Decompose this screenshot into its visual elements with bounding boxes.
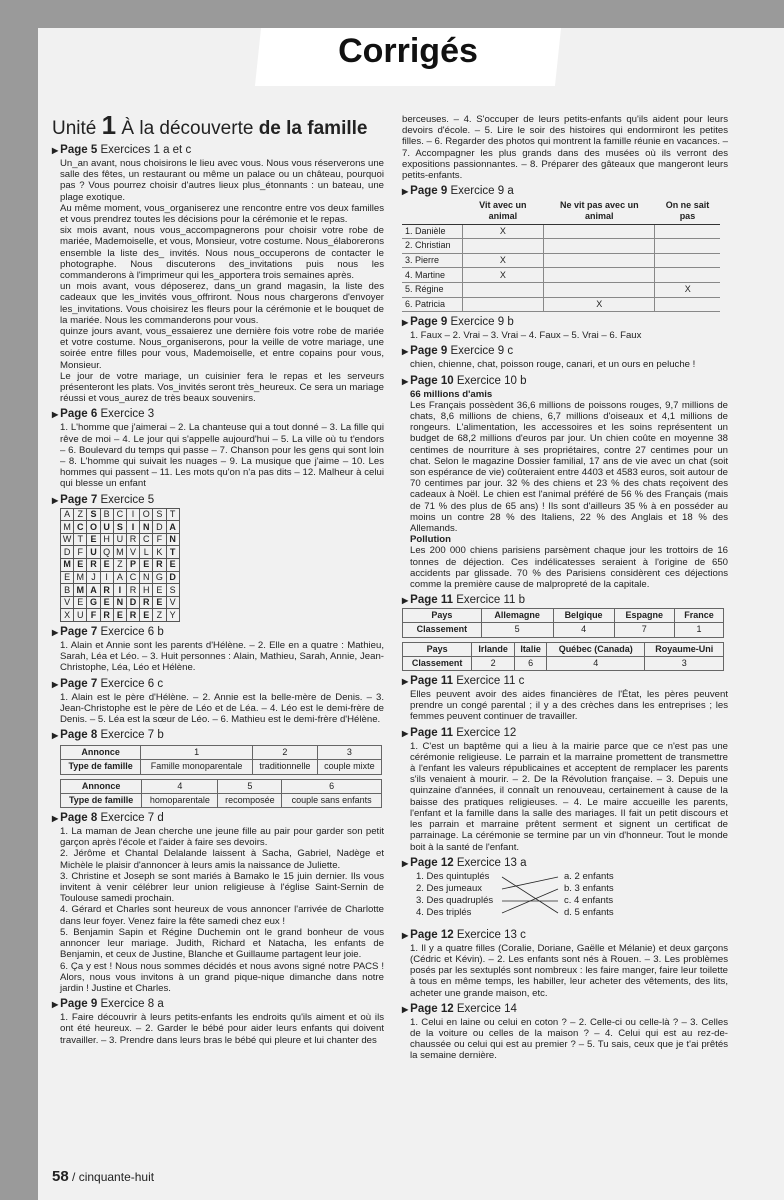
- ranking-table: Pays Allemagne Belgique Espagne France Classement 5 4 7 1: [402, 608, 724, 637]
- grid-cell: O: [140, 508, 153, 521]
- grid-cell: V: [166, 596, 179, 609]
- grid-cell: D: [61, 546, 74, 559]
- animal-table: Vit avec un animal Ne vit pas avec un animal On ne sait pas 1. Danièle X 2. Christian 3. Pierre X 4. Martine X 5. Régine X 6. Patricia X: [402, 199, 720, 312]
- section-heading: ▶ Page 7 Exercice 6 b: [52, 625, 384, 640]
- exercise-text: 1. Celui en laine ou celui en coton ? – 2. Celle-ci ou celle-là ? – 3. Celles de la voiture ou celles de la maison ? – 4. Celui qui est au rez-de-chaussée ou celui qui est au premier ? – 5. Tu sais, ceux que je t'ai prêtés la semaine dernière.: [410, 1016, 728, 1062]
- grid-cell: I: [126, 521, 139, 534]
- grid-cell: O: [87, 521, 100, 534]
- grid-cell: E: [74, 596, 87, 609]
- grid-cell: G: [87, 596, 100, 609]
- right-column: [402, 114, 728, 1062]
- table-row: 4. Martine X: [402, 268, 720, 283]
- grid-cell: N: [166, 533, 179, 546]
- grid-cell: T: [166, 508, 179, 521]
- grid-cell: V: [126, 546, 139, 559]
- exercise-text: Un_an avant, nous choisirons le lieu avec vous. Nous vous réserverons une salle des fêtes, un restaurant ou même un palace ou un château, pourquoi pas ? Vous pourrez choisir d'autres lieux plus_étonnants : un bateau, une plage exotique. Au même moment, vous_organiserez une rencontre entre vos deux familles et vous prendrez toutes les décisions pour la cérémonie et le repas. six mois avant, nous vous_accompagnerons pour choisir votre robe de mariée, Mademoiselle, et vous, Monsieur, votre costume. Nous_élaborerons ensemble la liste des_ invités. Nous nous_occuperons de contacter le photographe. Nous discuterons des_invitations puis nous les commanderons à l'imprimeur qui les_apportera trois semaines après. un mois avant, vous déposerez, dans_un grand magasin, la liste des cadeaux que les_invités vous_offriront. Nous nous chargerons d'envoyer les_invitations. Vous choisirez les fleurs pour la cérémonie et le bouquet de la mariée. Nous les commanderons pour vous. quinze jours avant, vous_essaierez une dernière fois votre robe de mariée et votre costume. Nous_organiserons, pour la veille de votre mariage, une soirée entre filles pour vous, Mademoiselle, et entre copains pour vous, Monsieur. Le jour de votre mariage, un cuisinier fera le repas et les serveurs présenteront les plats. Vos_invités seront très_heureux. Ce sera un mariage réussi et vous_aurez de très beaux souvenirs.: [60, 158, 384, 405]
- grid-cell: C: [74, 521, 87, 534]
- grid-cell: A: [166, 521, 179, 534]
- grid-cell: Q: [100, 546, 113, 559]
- grid-cell: T: [166, 546, 179, 559]
- grid-cell: A: [61, 508, 74, 521]
- section-heading: ▶ Page 7 Exercice 5: [52, 493, 384, 508]
- grid-cell: C: [140, 533, 153, 546]
- family-type-table-2: Annonce 4 5 6 Type de famille homoparentale recomposée couple sans enfants: [60, 779, 382, 808]
- grid-cell: E: [74, 559, 87, 572]
- grid-cell: T: [74, 533, 87, 546]
- grid-cell: M: [74, 571, 87, 584]
- section-heading: ▶ Page 9 Exercice 9 c: [402, 344, 728, 359]
- matching-exercise: 1. Des quintuplés 2. Des jumeaux 3. Des quadruplés 4. Des triplés a. 2 enfants b. 3 enfants c. 4 enfants d. 5 enfants: [416, 871, 728, 925]
- grid-cell: D: [166, 571, 179, 584]
- page-footer: 58 / cinquante-huit: [52, 1168, 155, 1185]
- grid-cell: S: [113, 521, 126, 534]
- exercise-text: 1. Il y a quatre filles (Coralie, Doriane, Gaëlle et Mélanie) et deux garçons (Cédric et Kévin). – 2. Les enfants sont nés à Rouen. – 3. Les problèmes posés par les sextuplés sont nombreux : les faire manger, faire leur toilette à tous en même temps, les habiller, leur acheter des vêtements, des lits, acheter une grande maison, etc.: [410, 942, 728, 999]
- section-heading: ▶ Page 9 Exercice 9 a: [402, 184, 728, 199]
- grid-cell: U: [113, 533, 126, 546]
- section-heading: ▶ Page 11 Exercice 12: [402, 726, 728, 741]
- section-heading: ▶ Page 12 Exercice 13 c: [402, 928, 728, 943]
- page-title: Corrigés: [338, 32, 478, 70]
- grid-cell: V: [61, 596, 74, 609]
- grid-cell: U: [87, 546, 100, 559]
- grid-cell: E: [140, 559, 153, 572]
- grid-cell: S: [166, 584, 179, 597]
- grid-cell: Z: [153, 609, 166, 622]
- table-row: 5. Régine X: [402, 283, 720, 298]
- grid-cell: Y: [166, 609, 179, 622]
- family-type-table: Annonce 1 2 3 Type de famille Famille monoparentale traditionnelle couple mixte: [60, 745, 382, 774]
- grid-cell: R: [100, 584, 113, 597]
- table-row: 1. Danièle X: [402, 224, 720, 239]
- exercise-text: 1. Alain et Annie sont les parents d'Hélène. – 2. Elle en a quatre : Mathieu, Sarah, Léa et Léo. – 3. Huit personnes : Alain, Mathieu, Sarah, Annie, Jean-Christophe, Léa, Léo et Hélène.: [60, 640, 384, 674]
- grid-cell: E: [61, 571, 74, 584]
- exercise-text: chien, chienne, chat, poisson rouge, canari, et un ours en peluche !: [410, 359, 696, 371]
- grid-cell: R: [140, 596, 153, 609]
- grid-cell: R: [126, 533, 139, 546]
- grid-cell: R: [153, 559, 166, 572]
- exercise-text: berceuses. – 4. S'occuper de leurs petits-enfants qu'ils aident pour leurs devoirs d'école. – 5. Lire le soir des histoires qui endormiront les petites filles. – 6. Regarder des photos qui montrent la famille réunie en vacances. – 7. Accompagner les plus grands dans des musées où ils verront des expositions passionnantes. – 8. Préparer des gâteaux que mangeront leurs petits-enfants.: [402, 114, 728, 182]
- grid-cell: S: [87, 508, 100, 521]
- grid-cell: J: [87, 571, 100, 584]
- section-heading: ▶ Page 7 Exercice 6 c: [52, 677, 384, 692]
- grid-cell: M: [61, 559, 74, 572]
- exercise-text: 1. Faire découvrir à leurs petits-enfants les endroits qu'ils aiment et où ils ont été heureux. – 2. Garder le bébé pour aider leurs enfants qui doivent travailler. – 3. Prendre dans leurs bras le bébé qui pleure et lui chanter des: [60, 1012, 384, 1046]
- table-row: 3. Pierre X: [402, 253, 720, 268]
- section-heading: ▶ Page 12 Exercice 14: [402, 1002, 728, 1017]
- grid-cell: L: [140, 546, 153, 559]
- grid-cell: B: [61, 584, 74, 597]
- section-heading: ▶ Page 10 Exercice 10 b: [402, 374, 728, 389]
- unit-heading: Unité 1 À la découverte de la famille: [52, 110, 368, 140]
- grid-cell: R: [126, 609, 139, 622]
- ranking-table-2: Pays Irlande Italie Québec (Canada) Royaume-Uni Classement 2 6 4 3: [402, 642, 724, 671]
- section-heading: ▶ Page 8 Exercice 7 b: [52, 728, 384, 743]
- grid-cell: E: [140, 609, 153, 622]
- grid-cell: E: [87, 533, 100, 546]
- grid-cell: E: [153, 584, 166, 597]
- grid-cell: E: [100, 559, 113, 572]
- section-heading: ▶ Page 11 Exercice 11 c: [402, 674, 728, 689]
- grid-cell: H: [140, 584, 153, 597]
- table-row: 6. Patricia X: [402, 297, 720, 312]
- grid-cell: U: [74, 609, 87, 622]
- grid-cell: C: [113, 508, 126, 521]
- grid-cell: E: [166, 559, 179, 572]
- grid-cell: N: [140, 571, 153, 584]
- section-heading: ▶ Page 9 Exercice 9 b: [402, 315, 728, 330]
- matching-lines: [500, 871, 562, 921]
- grid-cell: E: [100, 596, 113, 609]
- grid-cell: I: [126, 508, 139, 521]
- section-heading: ▶ Page 11 Exercice 11 b: [402, 593, 728, 608]
- grid-cell: R: [87, 559, 100, 572]
- grid-cell: E: [113, 609, 126, 622]
- grid-cell: F: [153, 533, 166, 546]
- grid-cell: C: [126, 571, 139, 584]
- grid-cell: E: [153, 596, 166, 609]
- grid-cell: R: [100, 609, 113, 622]
- grid-cell: Z: [113, 559, 126, 572]
- exercise-text: 1. La maman de Jean cherche une jeune fille au pair pour garder son petit garçon après l'école et l'aider à faire ses devoirs. 2. Jérôme et Chantal Delalande laissent à Sacha, Gabriel, Nadège et Michèle le plaisir d'annoncer à leurs amis la naissance de Juliette. 3. Christine et Joseph se sont mariés à Bamako le 15 juin dernier. Ils vous invitent à venir célébrer leur union religieuse à l'église Saint-Sernin de Toulouse samedi prochain. 4. Gérard et Charles sont heureux de vous annoncer l'arrivée de Charlotte dans leur foyer. Venez faire la fête samedi chez eux ! 5. Benjamin Sapin et Régine Duchemin ont le grand bonheur de vous annoncer leur mariage. Judith, Richard et Natacha, les enfants de Benjamin, et ceux de Justine, Blanche et Guillaume partagent leur joie. 6. Ça y est ! Nous nous sommes décidés et nous avons signé notre PACS ! Alors, nous vous invitons à un grand pique-nique dimanche dans notre jardin ! Justine et Charles.: [60, 826, 384, 994]
- grid-cell: R: [126, 584, 139, 597]
- grid-cell: F: [74, 546, 87, 559]
- grid-cell: Z: [74, 508, 87, 521]
- section-heading: ▶ Page 5 Exercices 1 a et c: [52, 143, 384, 158]
- grid-cell: M: [61, 521, 74, 534]
- table-row: 2. Christian: [402, 239, 720, 254]
- word-search-grid: [60, 508, 180, 622]
- grid-cell: M: [74, 584, 87, 597]
- grid-cell: I: [100, 571, 113, 584]
- section-heading: ▶ Page 9 Exercice 8 a: [52, 997, 384, 1012]
- exercise-text: 1. Alain est le père d'Hélène. – 2. Annie est la belle-mère de Denis. – 3. Jean-Christophe est le père de Léo et de Léa. – 4. Léo est le demi-frère de Denis. – 5. Léa est la sœur de Léo. – 6. Mathieu est le demi-frère d'Hélène.: [60, 691, 384, 726]
- section-heading: ▶ Page 8 Exercice 7 d: [52, 811, 384, 826]
- grid-cell: G: [153, 571, 166, 584]
- grid-cell: B: [100, 508, 113, 521]
- exercise-text: 66 millions d'amis Les Français possèdent 36,6 millions de poissons rouges, 9,7 millions de chats, 8,6 millions de chiens, 6,7 millions d'oiseaux et 4,1 millions de rongeurs. L'alimentation, les accessoires et les soins représentent un budget de 68,2 millions d'euros par jour. Un chien coûte en moyenne 38 centimes de nourriture à ses propriétaires, contre 27 centimes pour un chat. Selon le magazine Dossier familial, 17 ans de vie avec un chat (soit son espérance de vie) coûteraient entre 4403 et 4583 euros, soit autour de 70 centimes par jour. 32 % des chiens et 23 % des chats reçoivent des cadeaux à Noël. Le chien est l'animal préféré de 56 % des Français (mais de 71 % des plus de 65 ans) ! Ils sont d'ailleurs 35 % à en posséder au moins un contre 28 % des Italiens, 22 % des Anglais et 18 % des Allemands. Pollution Les 200 000 chiens parisiens parsèment chaque jour les trottoirs de 16 tonnes de déjection. Ces indélicatesses seraient à l'origine de 650 accidents par glissade. 70 % des Parisiens considèrent ces déjections comme la première cause de malpropreté de la capitale.: [410, 388, 728, 591]
- page: [38, 28, 784, 1200]
- grid-cell: N: [113, 596, 126, 609]
- grid-cell: W: [61, 533, 74, 546]
- grid-cell: D: [126, 596, 139, 609]
- grid-cell: H: [100, 533, 113, 546]
- exercise-text: 1. L'homme que j'aimerai – 2. La chanteuse qui a tout donné – 3. La fille qui rêve de moi – 4. Le jour qui s'appelle aujourd'hui – 5. La ville où tu t'endors – 6. Boulevard du temps qui passe – 7. Chanson pour les gens qui sont loin – 8. L'homme qui suivait les nuages – 9. La musique que j'aime – 10. Les hommes qui passent – 11. Les mots qu'on n'a pas dits – 12. Malheur à celui qui blesse un enfant: [60, 422, 384, 490]
- grid-cell: U: [100, 521, 113, 534]
- grid-cell: M: [113, 546, 126, 559]
- grid-cell: I: [113, 584, 126, 597]
- grid-cell: S: [153, 508, 166, 521]
- grid-cell: X: [61, 609, 74, 622]
- exercise-text: 1. C'est un baptême qui a lieu à la mairie parce que ce n'est pas une cérémonie religieuse. Le parrain et la marraine promettent de transmettre à l'enfant les valeurs républicaines et acceptent de remplacer les parents s'ils venaient à mourir. – 2. De la Révolution française. – 3. Depuis une quinzaine d'années, il connaît un renouveau, certainement à cause de la baisse des pratiques religieuses. – 4. Le maire accueille les parents, l'enfant et la famille dans la salle des mariages. Il fait un petit discours et les parrain et marraine prêtent serment et signent un certificat de parrainage. La cérémonie se termine par un vin d'honneur. Tout le monde boit à la santé de l'enfant.: [410, 740, 728, 853]
- grid-cell: N: [140, 521, 153, 534]
- grid-cell: A: [87, 584, 100, 597]
- left-column: [52, 110, 384, 1046]
- exercise-text: Elles peuvent avoir des aides financières de l'État, les pères peuvent prendre un congé parental ; il y a des crèches dans les entreprises ; les femmes peuvent continuer de travailler.: [410, 689, 728, 723]
- grid-cell: P: [126, 559, 139, 572]
- section-heading: ▶ Page 12 Exercice 13 a: [402, 856, 728, 871]
- grid-cell: D: [153, 521, 166, 534]
- grid-cell: A: [113, 571, 126, 584]
- exercise-text: 1. Faux – 2. Vrai – 3. Vrai – 4. Faux – 5. Vrai – 6. Faux: [410, 330, 642, 342]
- grid-cell: F: [87, 609, 100, 622]
- grid-cell: K: [153, 546, 166, 559]
- section-heading: ▶ Page 6 Exercice 3: [52, 407, 384, 422]
